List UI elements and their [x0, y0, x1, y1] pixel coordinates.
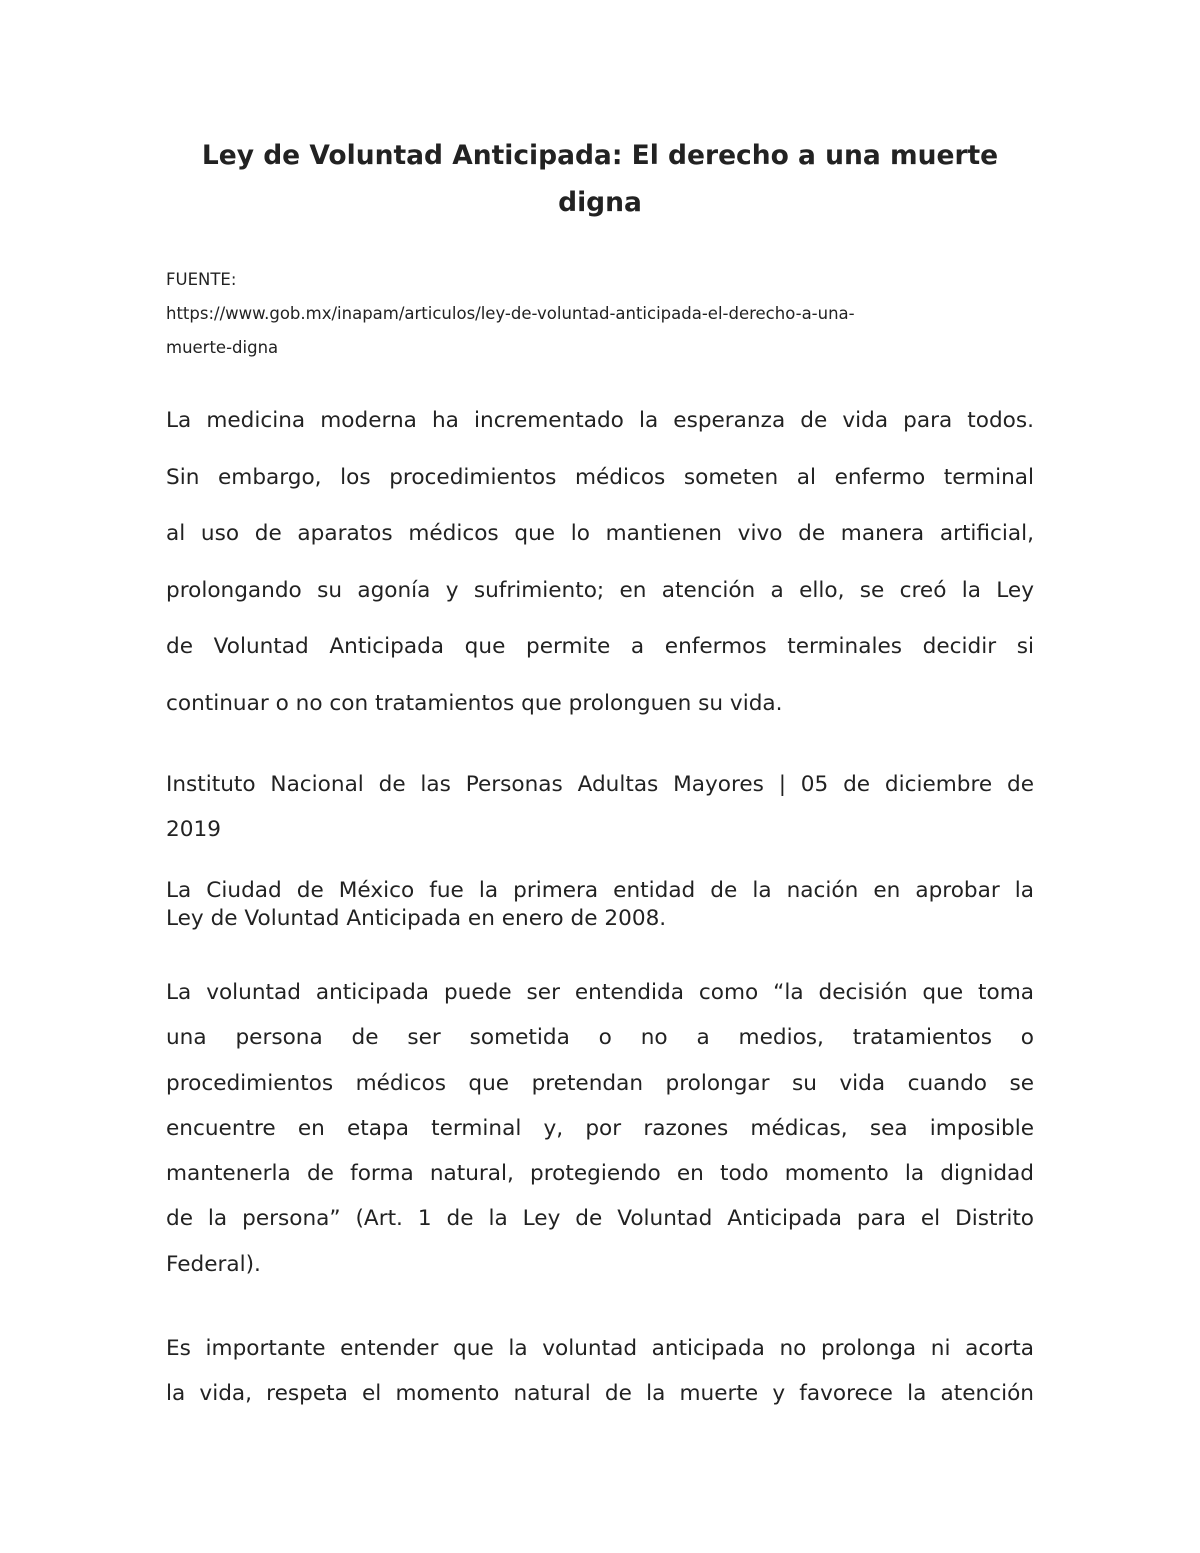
- paragraph-line: Sin embargo, los procedimientos médicos someten al enfermo terminal: [166, 464, 1034, 490]
- paragraph-line: Es importante entender que la voluntad anticipada no prolonga ni acorta: [166, 1336, 1034, 1361]
- source-url-line: https://www.gob.mx/inapam/articulos/ley-de-voluntad-anticipada-el-derecho-a-una-: [166, 304, 855, 323]
- source-url-line: muerte-digna: [166, 338, 279, 357]
- paragraph-line: La medicina moderna ha incrementado la esperanza de vida para todos.: [166, 408, 1034, 433]
- paragraph-line: 2019: [166, 817, 221, 842]
- intro-paragraph: [166, 393, 1034, 732]
- definition-paragraph: [166, 970, 1034, 1287]
- paragraph-line: la vida, respeta el momento natural de la muerte y favorece la atención: [166, 1381, 1034, 1406]
- title-line: digna: [558, 187, 642, 218]
- source-label: FUENTE:: [166, 270, 237, 289]
- paragraph-line: Instituto Nacional de las Personas Adultas Mayores | 05 de diciembre de: [166, 772, 1034, 797]
- document-title: [166, 132, 1034, 226]
- byline-paragraph: [166, 762, 1034, 852]
- paragraph-line: La voluntad anticipada puede ser entendida como “la decisión que toma: [166, 980, 1034, 1005]
- paragraph-line: de la persona” (Art. 1 de la Ley de Voluntad Anticipada para el Distrito: [166, 1206, 1034, 1232]
- title-line: Ley de Voluntad Anticipada: El derecho a una muerte: [201, 140, 999, 171]
- paragraph-line: procedimientos médicos que pretendan prolongar su vida cuando se: [166, 1070, 1034, 1096]
- paragraph-line: mantenerla de forma natural, protegiendo en todo momento la dignidad: [166, 1161, 1034, 1187]
- paragraph-line: una persona de ser sometida o no a medios, tratamientos o: [166, 1025, 1034, 1051]
- cdmx-paragraph: [166, 877, 1034, 933]
- paragraph-line: de Voluntad Anticipada que permite a enfermos terminales decidir si: [166, 634, 1034, 659]
- paragraph-line: La Ciudad de México fue la primera entidad de la nación en aprobar la: [166, 878, 1034, 903]
- paragraph-line: encuentre en etapa terminal y, por razones médicas, sea imposible: [166, 1115, 1034, 1141]
- paragraph-line: Ley de Voluntad Anticipada en enero de 2008.: [166, 906, 667, 931]
- paragraph-line: prolongando su agonía y sufrimiento; en atención a ello, se creó la Ley: [166, 577, 1034, 603]
- source-citation: [166, 263, 1034, 365]
- importance-paragraph: [166, 1326, 1034, 1416]
- paragraph-line: Federal).: [166, 1251, 261, 1277]
- paragraph-line: al uso de aparatos médicos que lo mantienen vivo de manera artificial,: [166, 521, 1034, 546]
- paragraph-line: continuar o no con tratamientos que prolonguen su vida.: [166, 690, 783, 716]
